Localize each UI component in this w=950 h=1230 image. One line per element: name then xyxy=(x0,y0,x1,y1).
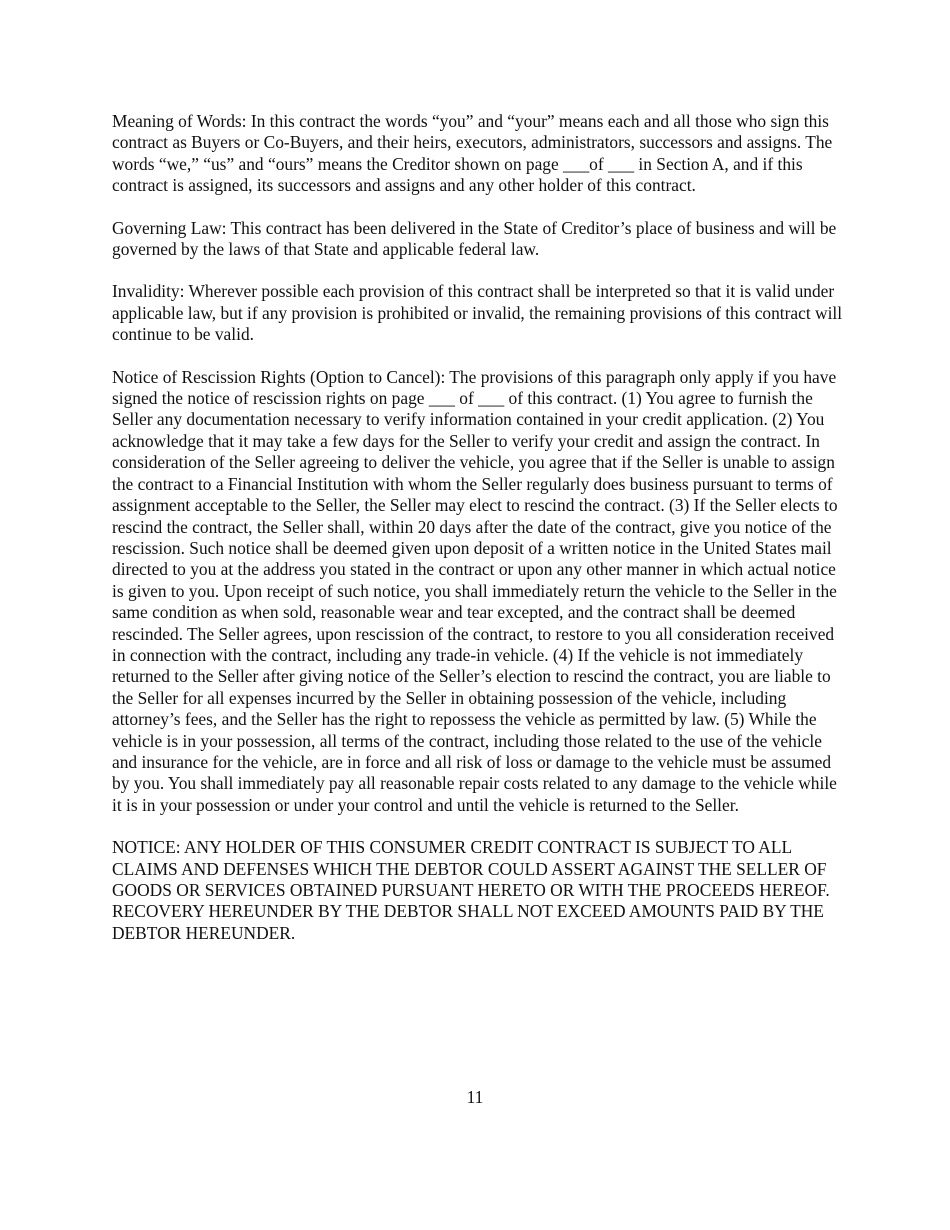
meaning-of-words-paragraph: Meaning of Words: In this contract the words “you” and “your” means each and all those who sign this contract as Buyers or Co-Buyers, and their heirs, executors, administrators, successors and assigns. The words “we,” “us” and “ours” means the Creditor shown on page ___of ___ in Section A, and if this contract is assigned, its successors and assigns and any other holder of this contract. xyxy=(112,111,833,196)
document-body xyxy=(112,111,844,944)
page-number: 11 xyxy=(466,1087,484,1107)
holder-notice-paragraph: NOTICE: ANY HOLDER OF THIS CONSUMER CREDIT CONTRACT IS SUBJECT TO ALL CLAIMS AND DEFENSES WHICH THE DEBTOR COULD ASSERT AGAINST THE SELLER OF GOODS OR SERVICES OBTAINED PURSUANT HERETO OR WITH THE PROCEEDS HEREOF. RECOVERY HEREUNDER BY THE DEBTOR SHALL NOT EXCEED AMOUNTS PAID BY THE DEBTOR HEREUNDER. xyxy=(112,837,830,943)
governing-law-paragraph: Governing Law: This contract has been delivered in the State of Creditor’s place of business and will be governed by the laws of that State and applicable federal law. xyxy=(112,217,837,260)
invalidity-paragraph: Invalidity: Wherever possible each provision of this contract shall be interpreted so that it is valid under applicable law, but if any provision is prohibited or invalid, the remaining provisions of this contract will continue to be valid. xyxy=(112,281,843,345)
rescission-rights-paragraph: Notice of Rescission Rights (Option to Cancel): The provisions of this paragraph only apply if you have signed the notice of rescission rights on page ___ of ___ of this contract. (1) You agree to furnish the Seller any documentation necessary to verify information contained in your credit application. (2) You acknowledge that it may take a few days for the Seller to verify your credit and assign the contract. In consideration of the Seller agreeing to deliver the vehicle, you agree that if the Seller is unable to assign the contract to a Financial Institution with whom the Seller regularly does business pursuant to terms of assignment acceptable to the Seller, the Seller may elect to rescind the contract. (3) If the Seller elects to rescind the contract, the Seller shall, within 20 days after the date of the contract, give you notice of the rescission. Such notice shall be deemed given upon deposit of a written notice in the United States mail directed to you at the address you stated in the contract or upon any other manner in which actual notice is given to you. Upon receipt of such notice, you shall immediately return the vehicle to the Seller in the same condition as when sold, reasonable wear and tear excepted, and the contract shall be deemed rescinded. The Seller agrees, upon rescission of the contract, to restore to you all consideration received in connection with the contract, including any trade-in vehicle. (4) If the vehicle is not immediately returned to the Seller after giving notice of the Seller’s election to rescind the contract, you are liable to the Seller for all expenses incurred by the Seller in obtaining possession of the vehicle, including attorney’s fees, and the Seller has the right to repossess the vehicle as permitted by law. (5) While the vehicle is in your possession, all terms of the contract, including those related to the use of the vehicle and insurance for the vehicle, are in force and all risk of loss or damage to the vehicle must be assumed by you. You shall immediately pay all reasonable repair costs related to any damage to the vehicle while it is in your possession or under your control and until the vehicle is returned to the Seller. xyxy=(112,366,838,815)
